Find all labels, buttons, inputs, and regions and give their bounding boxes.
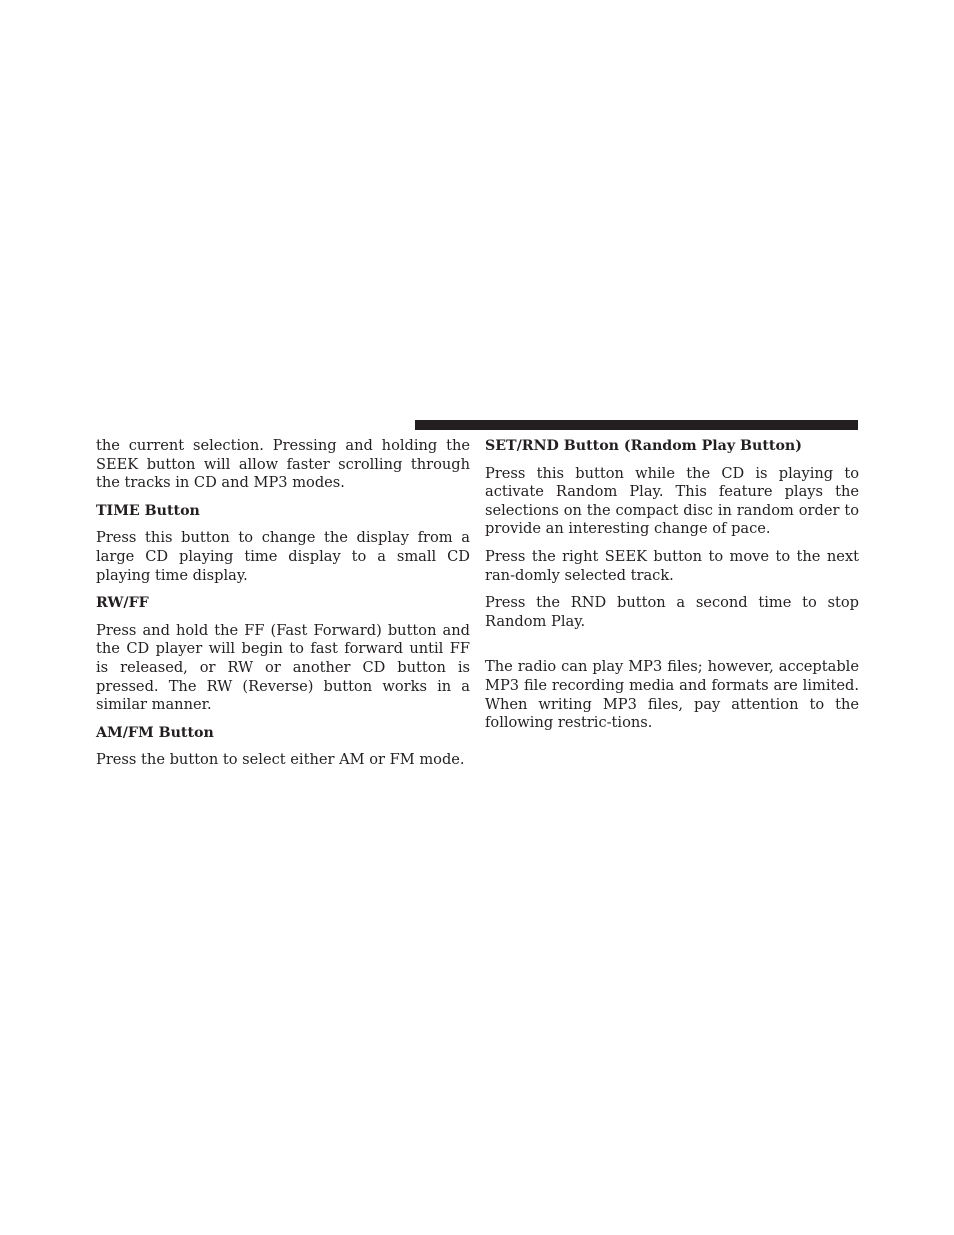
am-fm-button-heading: AM/FM Button: [96, 724, 214, 741]
rw-ff-text: Press and hold the FF (Fast Forward) button and the CD player will begin to fast forward until FF is released, or RW or another CD button is pressed. The RW (Reverse) button works in a similar manner.: [96, 621, 470, 714]
time-button-text: Press this button to change the display from a large CD playing time display to a small CD playing time display.: [96, 529, 470, 584]
continued-paragraph: the current selection. Pressing and holding the SEEK button will allow faster scrolling through the tracks in CD and MP3 modes.: [96, 437, 470, 492]
time-button-heading: TIME Button: [96, 502, 200, 519]
am-fm-button-text: Press the button to select either AM or FM mode.: [96, 751, 465, 769]
set-rnd-button-heading: SET/RND Button (Random Play Button): [485, 438, 802, 454]
right-column: [485, 437, 859, 742]
set-rnd-text-seek: Press the right SEEK button to move to the next ran-domly selected track.: [485, 547, 859, 584]
section-gap: [485, 640, 859, 658]
header-rule: [415, 420, 858, 430]
rw-ff-heading: RW/FF: [96, 595, 149, 612]
set-rnd-text-activate: Press this button while the CD is playing to activate Random Play. This feature plays the selections on the compact disc in random order to provide an interesting change of pace.: [485, 464, 859, 538]
set-rnd-text-stop: Press the RND button a second time to stop Random Play.: [485, 594, 859, 630]
left-column: [96, 437, 470, 779]
mp3-intro-text: The radio can play MP3 files; however, acceptable MP3 file recording media and formats are limited. When writing MP3 files, pay attention to the following restric-tions.: [485, 658, 859, 732]
